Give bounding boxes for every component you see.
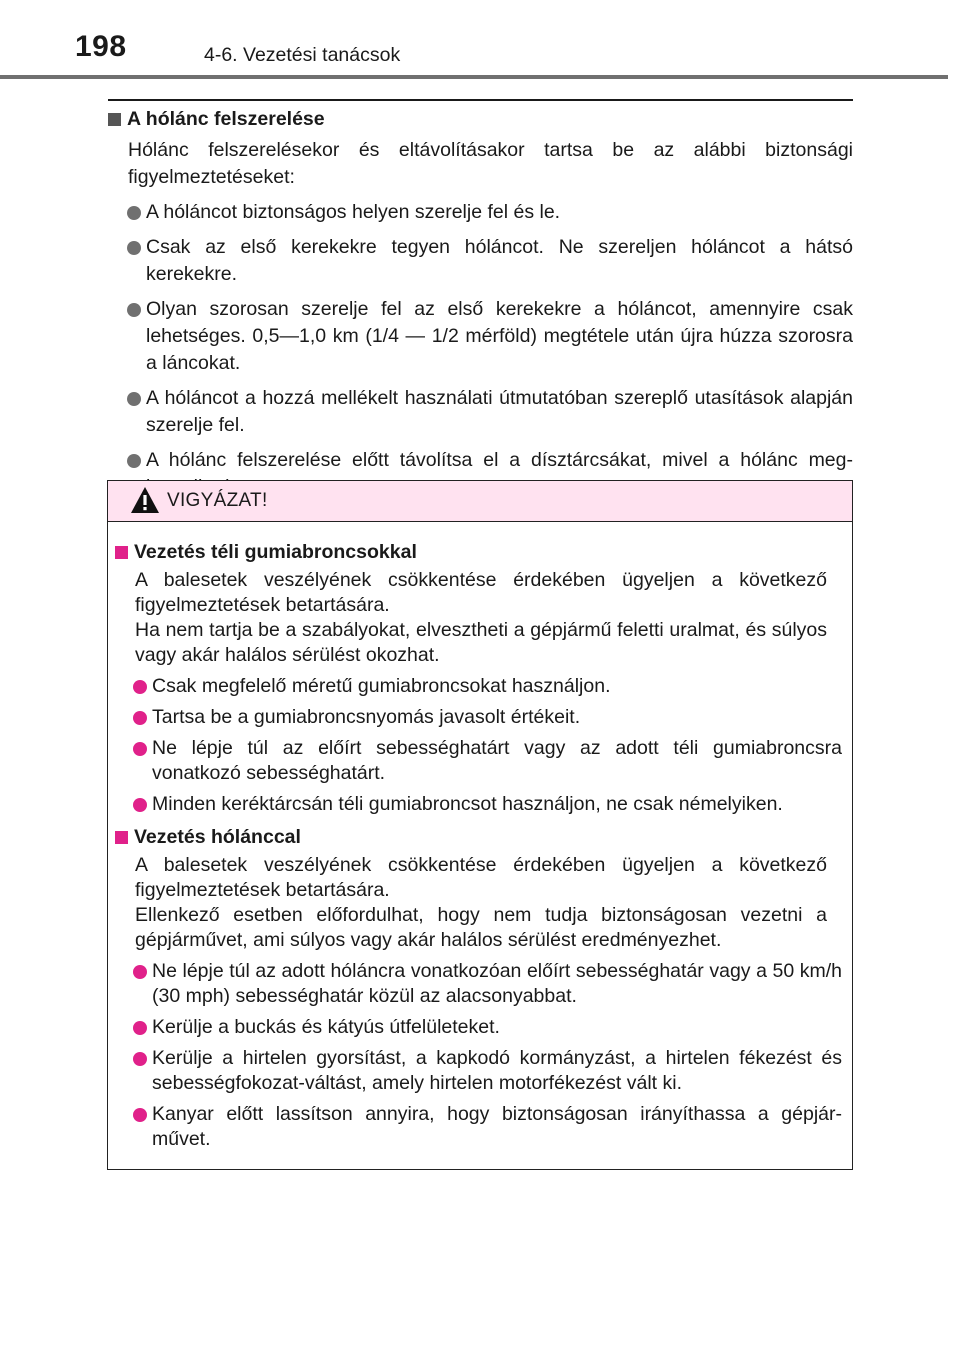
list-item: A hóláncot a hozzá mellékelt használati útmutatóban szereplő utasítások alapján szerelje fel. (108, 385, 853, 439)
list-item: Ne lépje túl az adott hóláncra vonatkozóan előírt sebességhatár vagy a 50 km/h (30 mph) sebességhatár közül az alacsonyabbat. (115, 959, 842, 1009)
winter-tires-list (115, 674, 842, 817)
bullet-icon (133, 680, 147, 694)
bullet-icon (133, 798, 147, 812)
bullet-icon (133, 1108, 147, 1122)
list-item: Kerülje a hirtelen gyorsítást, a kapkodó kormányzást, a hirtelen fékezést és sebességfokozat-váltást, amely hirtelen motorfékezést vált ki. (115, 1046, 842, 1096)
section-title: A hólánc felszerelése (127, 108, 325, 130)
list-item: Olyan szorosan szerelje fel az első kerekekre a hóláncot, amennyire csak lehetséges. 0,5—1,0 km (1/4 — 1/2 mérföld) megtétele után újra húzza szorosra a láncokat. (108, 296, 853, 377)
square-bullet-icon (108, 113, 121, 126)
section-intro: Hólánc felszerelésekor és eltávolításakor tartsa be az alábbi biztonsági figyelmeztetéseket: (128, 139, 853, 188)
square-bullet-icon (115, 546, 128, 559)
header-rule (0, 75, 948, 79)
list-item: Kerülje a buckás és kátyús útfelületeket. (115, 1015, 842, 1040)
bullet-icon (133, 1021, 147, 1035)
warning-triangle-icon (130, 486, 160, 514)
square-bullet-icon (115, 831, 128, 844)
bullet-icon (133, 1052, 147, 1066)
snow-chain-section (108, 106, 853, 501)
section-bullet-list (108, 199, 853, 501)
section-heading (108, 106, 853, 133)
list-item: Csak az első kerekekre tegyen hóláncot. Ne szereljen hóláncot a hátsó kerekekre. (108, 234, 853, 288)
chapter-title: 4-6. Vezetési tanácsok (204, 44, 401, 66)
list-item: Minden keréktárcsán téli gumiabroncsot használjon, ne csak némelyiken. (115, 792, 842, 817)
snow-chains-list (115, 959, 842, 1152)
list-item: Csak megfelelő méretű gumiabroncsokat használjon. (115, 674, 842, 699)
bullet-icon (127, 454, 141, 468)
section-divider (108, 99, 853, 101)
list-item: Tartsa be a gumiabroncsnyomás javasolt értékeit. (115, 705, 842, 730)
caution-header (108, 481, 852, 522)
list-item: Ne lépje túl az előírt sebességhatárt vagy az adott téli gumiabroncsra vonatkozó sebességhatárt. (115, 736, 842, 786)
list-item: A hóláncot biztonságos helyen szerelje fel és le. (108, 199, 853, 226)
bullet-icon (127, 303, 141, 317)
list-item: Kanyar előtt lassítson annyira, hogy biztonságosan irányíthassa a gépjár-művet. (115, 1102, 842, 1152)
bullet-icon (133, 742, 147, 756)
caution-body (108, 522, 852, 1152)
bullet-icon (127, 206, 141, 220)
page-number: 198 (75, 30, 127, 63)
snow-chains-intro: A balesetek veszélyének csökkentése érdekében ügyeljen a következő figyelmeztetések betartására. Ellenkező esetben előfordulhat, hogy nem tudja biztonságosan vezetni a gépjárművet, ami súlyos vagy akár halálos sérülést eredményezhet. (135, 854, 827, 951)
winter-tires-heading: Vezetés téli gumiabroncsokkal (115, 540, 842, 565)
winter-tires-intro: A balesetek veszélyének csökkentése érdekében ügyeljen a következő figyelmeztetések betartására. Ha nem tartja be a szabályokat, elvesztheti a gépjármű feletti uralmat, és súlyos vagy akár halálos sérülést okozhat. (135, 569, 827, 666)
bullet-icon (127, 392, 141, 406)
page-header (0, 0, 960, 80)
caution-box (107, 480, 853, 1170)
list-item: A hólánc felszerelése előtt távolítsa el a dísztárcsákat, mivel a hólánc meg- (108, 447, 853, 501)
bullet-icon (127, 241, 141, 255)
bullet-icon (133, 965, 147, 979)
bullet-icon (133, 711, 147, 725)
caution-title: VIGYÁZAT! (167, 490, 268, 511)
snow-chains-heading: Vezetés hólánccal (115, 825, 842, 850)
